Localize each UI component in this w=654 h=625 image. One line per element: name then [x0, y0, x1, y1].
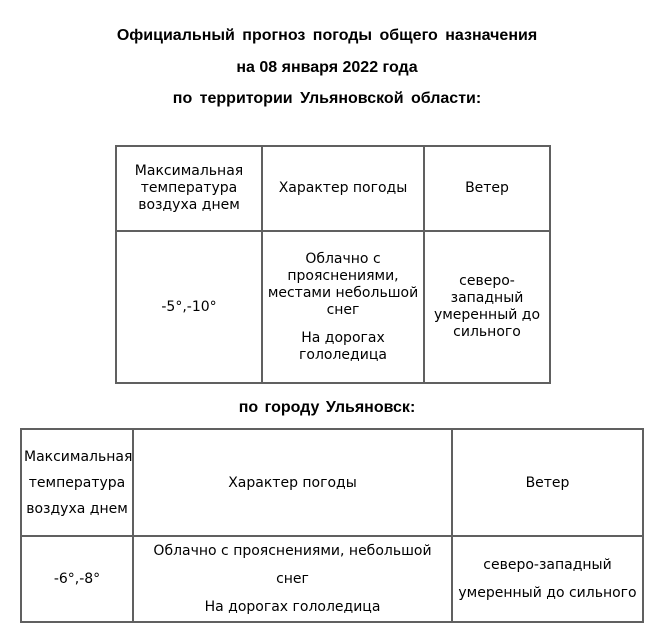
weather-description: Облачно с прояснениями, местами небольшой снег: [267, 250, 419, 318]
table-row: [21, 536, 643, 622]
road-conditions: На дорогах гололедица: [299, 329, 387, 363]
weather-cell: [133, 536, 452, 622]
wind-direction: северо-западный: [483, 557, 612, 573]
city-title: по городу Ульяновск:: [238, 399, 416, 416]
wind-cell: северо-западный умеренный до сильного: [424, 231, 550, 383]
table-header-row: [116, 146, 550, 231]
temperature-cell: -5°,-10°: [116, 231, 262, 383]
weather-description: Облачно с прояснениями, небольшой снег: [153, 543, 432, 587]
road-conditions: На дорогах гололедица: [204, 599, 381, 615]
column-header-wind: Ветер: [424, 146, 550, 231]
table-row: [116, 231, 550, 383]
region-title: по территории Ульяновской области:: [172, 90, 482, 107]
wind-strength: умеренный до сильного: [458, 585, 637, 601]
region-forecast-table: [115, 145, 551, 384]
column-header-temperature: Максимальная температура воздуха днем: [21, 429, 133, 536]
column-header-weather: Характер погоды: [262, 146, 424, 231]
table-header-row: [21, 429, 643, 536]
column-header-wind: Ветер: [452, 429, 643, 536]
column-header-temperature: Максимальная температура воздуха днем: [116, 146, 262, 231]
temperature-cell: -6°,-8°: [21, 536, 133, 622]
column-header-weather: Характер погоды: [133, 429, 452, 536]
wind-cell: [452, 536, 643, 622]
weather-cell: [262, 231, 424, 383]
city-forecast-table: [20, 428, 644, 623]
forecast-date: на 08 января 2022 года: [236, 59, 418, 76]
forecast-title: Официальный прогноз погоды общего назначения: [116, 27, 538, 44]
